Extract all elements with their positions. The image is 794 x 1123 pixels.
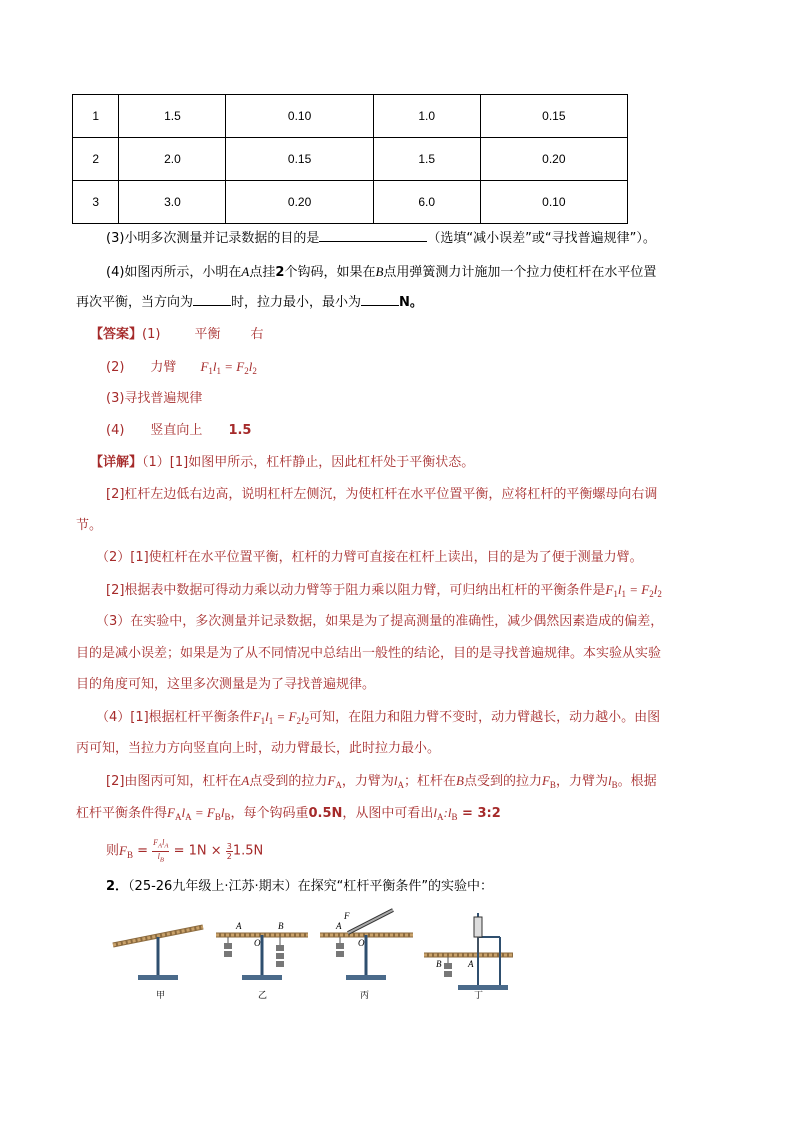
table-cell: 0.15 — [480, 95, 627, 138]
detail-p5c: 目的角度可知，这里多次测量是为了寻找普遍规律。 — [76, 677, 376, 692]
data-table — [72, 94, 628, 224]
answer-value: 1.5 — [228, 423, 252, 438]
fraction-fala-over-lb: $\frac{F_Al_A}{l_B}$ — [153, 838, 169, 864]
apparatus-ding — [424, 913, 513, 1000]
detail-text: 。根据 — [617, 774, 657, 789]
question-number: 2． — [106, 879, 129, 894]
caption-jia: 甲 — [156, 990, 166, 1000]
q3-blank — [319, 229, 427, 242]
detail-p5a: （3）在实验中，多次测量并记录数据，如果是为了提高测量的准确性，减少偶然因素造成的偏差， — [96, 614, 664, 629]
caption-yi: 乙 — [258, 990, 268, 1000]
q4-text: 再次平衡，当方向为 — [76, 295, 194, 310]
question-3 — [106, 229, 732, 249]
force-fb: $F_B$ — [541, 773, 556, 790]
detail-text: ，从图中可看出 — [342, 806, 434, 821]
result-value: 1.5N — [232, 843, 264, 859]
table-cell: 0.20 — [480, 138, 627, 181]
table-cell: 1.5 — [119, 95, 226, 138]
force-fa: $F_A$ — [327, 773, 342, 790]
apparatus-jia — [113, 927, 203, 1000]
table-cell: 0.10 — [226, 95, 373, 138]
q4-text: 个钩码，如果在 — [284, 265, 376, 280]
table-cell: 6.0 — [373, 181, 480, 224]
label-f: F — [344, 911, 350, 921]
table-cell: 3.0 — [119, 181, 226, 224]
apparatus-yi — [216, 921, 308, 1000]
table-cell: 1.5 — [373, 138, 480, 181]
detail-text: ；杠杆在 — [403, 774, 456, 789]
q4-text: 点挂 — [249, 265, 276, 280]
answer-3: (3)寻找普遍规律 — [106, 391, 203, 406]
table-cell: 1 — [73, 95, 119, 138]
answer-value: 平衡 — [194, 327, 221, 342]
point-b-label: B — [375, 264, 384, 279]
label-o: O — [358, 938, 365, 948]
table-row — [73, 95, 628, 138]
question-4-line-2 — [76, 293, 732, 313]
table-row — [73, 181, 628, 224]
caption-bing: 丙 — [360, 990, 370, 1000]
label-b: B — [436, 959, 442, 969]
detail-text: 点受到的拉力 — [249, 774, 328, 789]
answer-label: 【答案】 — [90, 327, 143, 342]
detail-p1 — [90, 453, 732, 473]
detail-p5b: 目的是减小误差；如果是为了从不同情况中总结出一般性的结论，目的是寻找普遍规律。本实验从实验 — [76, 646, 662, 661]
answer-1 — [90, 325, 732, 345]
detail-text: [2]根据表中数据可得动力乘以动力臂等于阻力乘以阻力臂，可归纳出杠杆的平衡条件是 — [106, 583, 606, 598]
point-a-label: A — [241, 773, 250, 788]
answer-value: 右 — [250, 327, 264, 342]
detail-text: ，力臂为 — [555, 774, 608, 789]
q4-text: 2 — [275, 265, 285, 280]
detail-p6b: 丙可知，当拉力方向竖直向上时，动力臂最长，此时拉力最小。 — [76, 741, 441, 756]
detail-p8: 则$F_B$ = $\frac{F_Al_A}{l_B}$ = 1N × $\frac{3}{2}$ 1.5N — [106, 838, 264, 864]
label-b: B — [278, 921, 284, 931]
table-cell: 0.15 — [226, 138, 373, 181]
q4-text: N。 — [399, 295, 423, 310]
answer-value: 竖直向上 — [150, 423, 203, 438]
equation-fala-fblb: $F_Al_A = F_Bl_B$ — [167, 805, 231, 822]
arm-la: $l_A$ — [393, 773, 404, 790]
q3-hint: （选填“减小误差”或“寻找普遍规律”）。 — [427, 231, 656, 246]
q4-text: (4)如图丙所示，小明在 — [106, 265, 242, 280]
weight-value: 0.5N — [308, 806, 343, 821]
detail-text: = 1N × — [169, 843, 226, 859]
fraction-3-2: $\frac{3}{2}$ — [226, 841, 232, 861]
detail-p7a — [106, 771, 732, 795]
table-cell: 1.0 — [373, 95, 480, 138]
detail-p3: （2）[1]使杠杆在水平位置平衡，杠杆的力臂可直接在杠杆上读出，目的是为了便于测量力臂。 — [96, 550, 643, 565]
arm-ratio: $l_A:l_B$ — [433, 805, 458, 822]
q4-blank-direction — [193, 293, 231, 306]
answer-num: (1) — [142, 327, 161, 342]
balance-formula: $F_1l_1 = F_2l_2$ — [200, 359, 257, 376]
question-text: （25-26九年级上·江苏·期末）在探究“杠杆平衡条件”的实验中： — [128, 879, 494, 894]
label-a: A — [336, 921, 342, 931]
label-o: O — [254, 938, 261, 948]
q4-text: 点用弹簧测力计施加一个拉力使杠杆在水平位置 — [383, 265, 657, 280]
apparatus-bing — [320, 910, 413, 1000]
answer-2 — [106, 357, 732, 381]
table-cell: 2 — [73, 138, 119, 181]
caption-ding: 丁 — [474, 990, 484, 1000]
answer-num: (2) — [106, 360, 125, 375]
answer-value: 力臂 — [150, 360, 177, 375]
table-cell: 2.0 — [119, 138, 226, 181]
q4-blank-force — [361, 293, 399, 306]
table-cell: 3 — [73, 181, 119, 224]
answer-num: (4) — [106, 423, 125, 438]
q3-text: (3)小明多次测量并记录数据的目的是 — [106, 231, 320, 246]
detail-text: ，每个钩码重 — [230, 806, 309, 821]
detail-text: （4）[1]根据杠杆平衡条件 — [96, 710, 253, 725]
detail-text: 点受到的拉力 — [463, 774, 542, 789]
table-cell: 0.20 — [226, 181, 373, 224]
detail-text: 杠杆平衡条件得 — [76, 806, 168, 821]
table-cell: 0.10 — [480, 181, 627, 224]
answer-4 — [106, 421, 732, 441]
label-a: A — [236, 921, 242, 931]
detail-label: 【详解】 — [90, 455, 143, 470]
detail-text: 则 — [106, 843, 120, 859]
detail-p2b: 节。 — [76, 518, 103, 533]
point-a-label: A — [241, 264, 250, 279]
detail-text: ，力臂为 — [341, 774, 394, 789]
q4-text: 时，拉力最小，最小为 — [231, 295, 362, 310]
detail-text: 可知，在阻力和阻力臂不变时，动力臂越长，动力越小。由图 — [309, 710, 661, 725]
question-4-line-1 — [106, 262, 732, 283]
arm-lb: $l_B$ — [607, 773, 618, 790]
balance-formula: $F_1l_1 = F_2l_2$ — [605, 582, 662, 599]
point-b-label: B — [456, 773, 464, 788]
label-a: A — [468, 959, 474, 969]
ratio-value: = 3:2 — [457, 806, 501, 821]
detail-p4 — [106, 580, 732, 604]
detail-p2a: [2]杠杆左边低右边高，说明杠杆左侧沉，为使杠杆在水平位置平衡，应将杠杆的平衡螺母向右调 — [106, 487, 658, 502]
detail-p7b — [76, 803, 732, 827]
detail-text: [2]由图丙可知，杠杆在 — [106, 774, 242, 789]
data-table-body — [73, 95, 628, 224]
lever-experiment-figure — [108, 905, 528, 1005]
detail-p6a — [96, 707, 732, 731]
balance-formula: $F_1l_1 = F_2l_2$ — [252, 709, 310, 726]
question-2-heading — [106, 877, 732, 897]
force-fb: $F_B$ — [119, 842, 133, 860]
table-row — [73, 138, 628, 181]
detail-text: （1）[1]如图甲所示，杠杆静止，因此杠杆处于平衡状态。 — [142, 455, 475, 470]
